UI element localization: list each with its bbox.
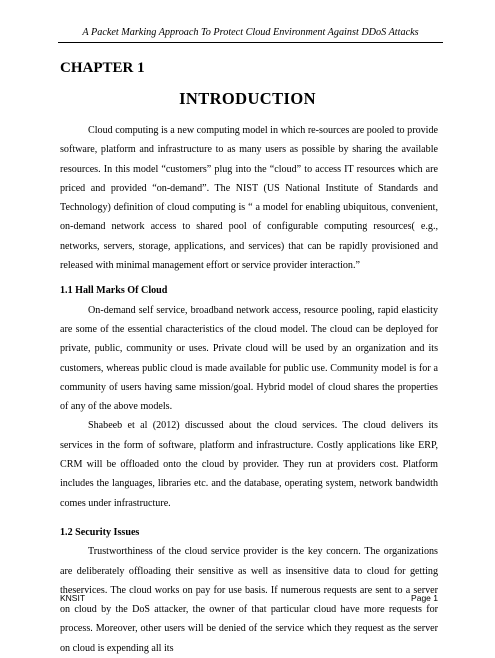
body-text — [60, 121, 438, 658]
section-heading-hallmarks: 1.1 Hall Marks Of Cloud — [60, 285, 168, 297]
intro-paragraph: Cloud computing is a new computing model in which re-sources are pooled to provide software, platform and infrastructure to as many users as possible by sharing the available resources. In this model “customers” plug into the “cloud” to access IT resources which are priced and provided “on-demand”. The NIST (US National Institute of Standards and Technology) definition of cloud computing is “ a model for enabling ubiquitous, convenient, on-demand network access to shared pool of configurable computing resources( e.g., networks, servers, storage, applications, and services) that can be rapidly provisioned and released with minimal management effort or service provider interaction.” — [60, 125, 438, 272]
running-header: A Packet Marking Approach To Protect Cloud Environment Against DDoS Attacks — [82, 27, 419, 38]
footer-institution: KNSIT — [60, 593, 86, 603]
section-heading-security: 1.2 Security Issues — [60, 526, 140, 538]
header-rule — [58, 42, 443, 43]
chapter-label: CHAPTER 1 — [60, 60, 145, 76]
security-paragraph-1: Trustworthiness of the cloud service provider is the key concern. The organizations are deliberately offloading their sensitive as well as insensitive data to cloud for getting theservices. The cloud works on pay for use basis. If numerous requests are sent to a server on cloud by the DoS attacker, the owner of that particular cloud have more requests for process. Moreover, other users will be denied of the service which they request as the server on cloud is expending all its — [60, 546, 438, 654]
chapter-title: INTRODUCTION — [179, 89, 316, 108]
footer-page-number: Page 1 — [411, 593, 438, 603]
hallmarks-paragraph-2: Shabeeb et al (2012) discussed about the cloud services. The cloud delivers its services in the form of software, platform and infrastructure. Costly applications like ERP, CRM will be offloaded onto the cloud by provider. They run at providers cost. Platform includes the languages, libraries etc. and the database, operating system, network bandwidth comes under infrastructure. — [60, 420, 438, 509]
hallmarks-paragraph-1: On-demand self service, broadband network access, resource pooling, rapid elasticity are some of the essential characteristics of the cloud model. The cloud can be deployed for private, public, community or uses. Private cloud will be used by an organization and its customers, whereas public cloud is made available for public use. Community model is for a community of users having same mission/goal. Hybrid model of cloud shares the properties of any of the above models. — [60, 304, 438, 413]
